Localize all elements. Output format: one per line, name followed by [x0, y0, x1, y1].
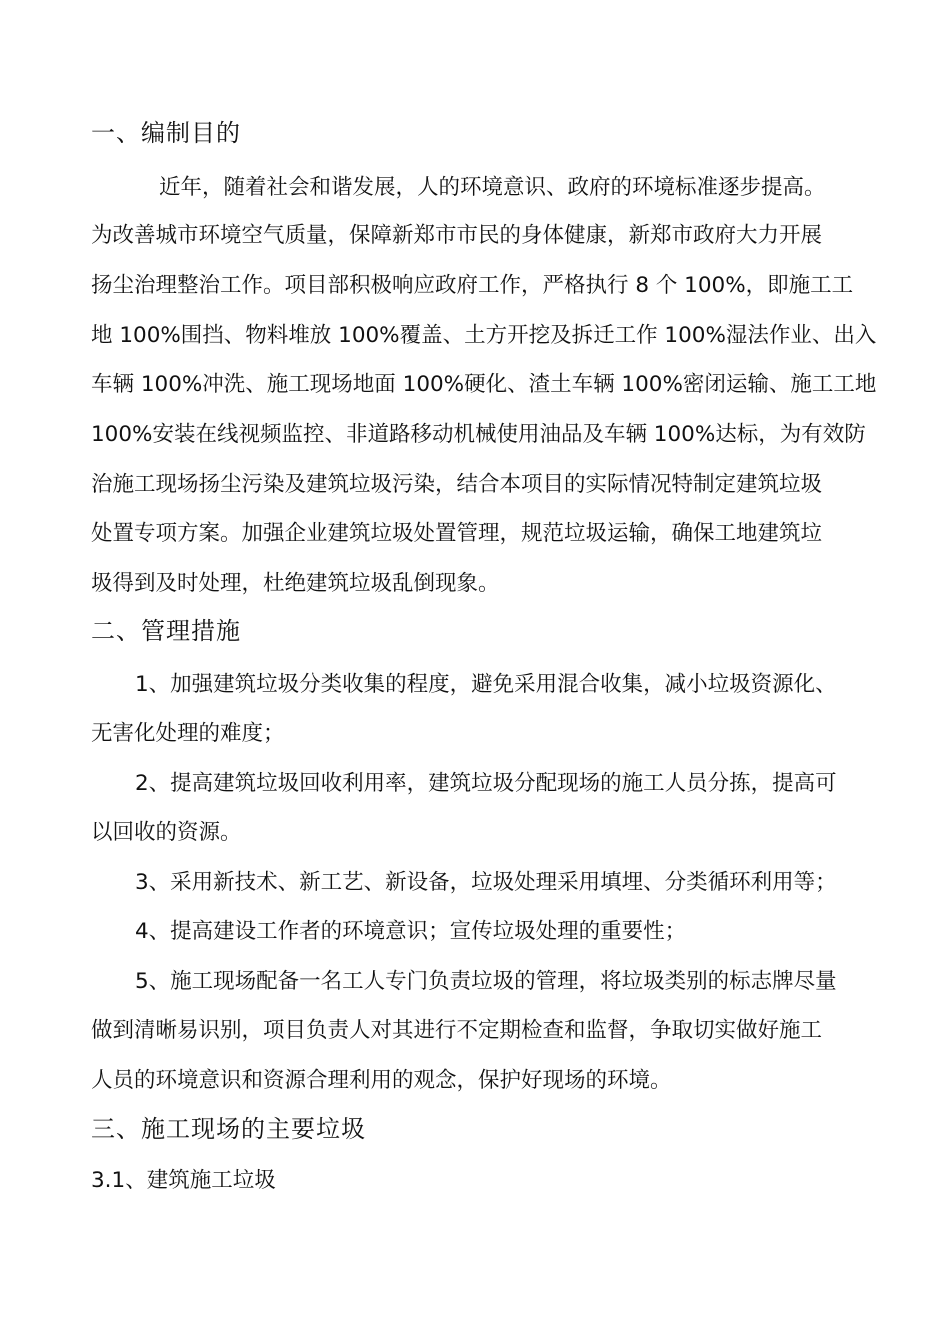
list-item: 2、提高建筑垃圾回收利用率，建筑垃圾分配现场的施工人员分拣，提高可 [135, 771, 837, 796]
paragraph-line: 100%安装在线视频监控、非道路移动机械使用油品及车辆 100%达标，为有效防 [91, 422, 866, 447]
section-heading-main-waste: 三、施工现场的主要垃圾 [91, 1115, 366, 1143]
paragraph-line: 车辆 100%冲洗、施工现场地面 100%硬化、渣土车辆 100%密闭运输、施工工地 [91, 372, 877, 397]
paragraph-line: 治施工现场扬尘污染及建筑垃圾污染，结合本项目的实际情况特制定建筑垃圾 [91, 472, 823, 497]
list-item: 5、施工现场配备一名工人专门负责垃圾的管理，将垃圾类别的标志牌尽量 [135, 969, 837, 994]
paragraph-line: 处置专项方案。加强企业建筑垃圾处置管理，规范垃圾运输，确保工地建筑垃 [91, 521, 823, 546]
paragraph-line: 近年，随着社会和谐发展，人的环境意识、政府的环境标准逐步提高。 [159, 175, 826, 200]
list-item: 4、提高建设工作者的环境意识；宣传垃圾处理的重要性； [135, 919, 687, 944]
list-item: 1、加强建筑垃圾分类收集的程度，避免采用混合收集，减小垃圾资源化、 [135, 672, 837, 697]
paragraph-line: 圾得到及时处理，杜绝建筑垃圾乱倒现象。 [91, 571, 500, 596]
list-item-continuation: 人员的环境意识和资源合理利用的观念，保护好现场的环境。 [91, 1068, 672, 1093]
section-heading-purpose: 一、编制目的 [91, 119, 241, 147]
list-item-continuation: 做到清晰易识别，项目负责人对其进行不定期检查和监督，争取切实做好施工 [91, 1018, 823, 1043]
subsection-heading: 3.1、建筑施工垃圾 [91, 1168, 276, 1193]
list-item-continuation: 以回收的资源。 [91, 820, 242, 845]
paragraph-line: 地 100%围挡、物料堆放 100%覆盖、土方开挖及拆迁工作 100%湿法作业、出入 [91, 323, 877, 348]
paragraph-line: 扬尘治理整治工作。项目部积极响应政府工作，严格执行 8 个 100%，即施工工 [91, 273, 854, 298]
section-heading-measures: 二、管理措施 [91, 617, 241, 645]
list-item: 3、采用新技术、新工艺、新设备，垃圾处理采用填埋、分类循环利用等； [135, 870, 837, 895]
paragraph-line: 为改善城市环境空气质量，保障新郑市市民的身体健康，新郑市政府大力开展 [91, 223, 823, 248]
list-item-continuation: 无害化处理的难度； [91, 721, 285, 746]
